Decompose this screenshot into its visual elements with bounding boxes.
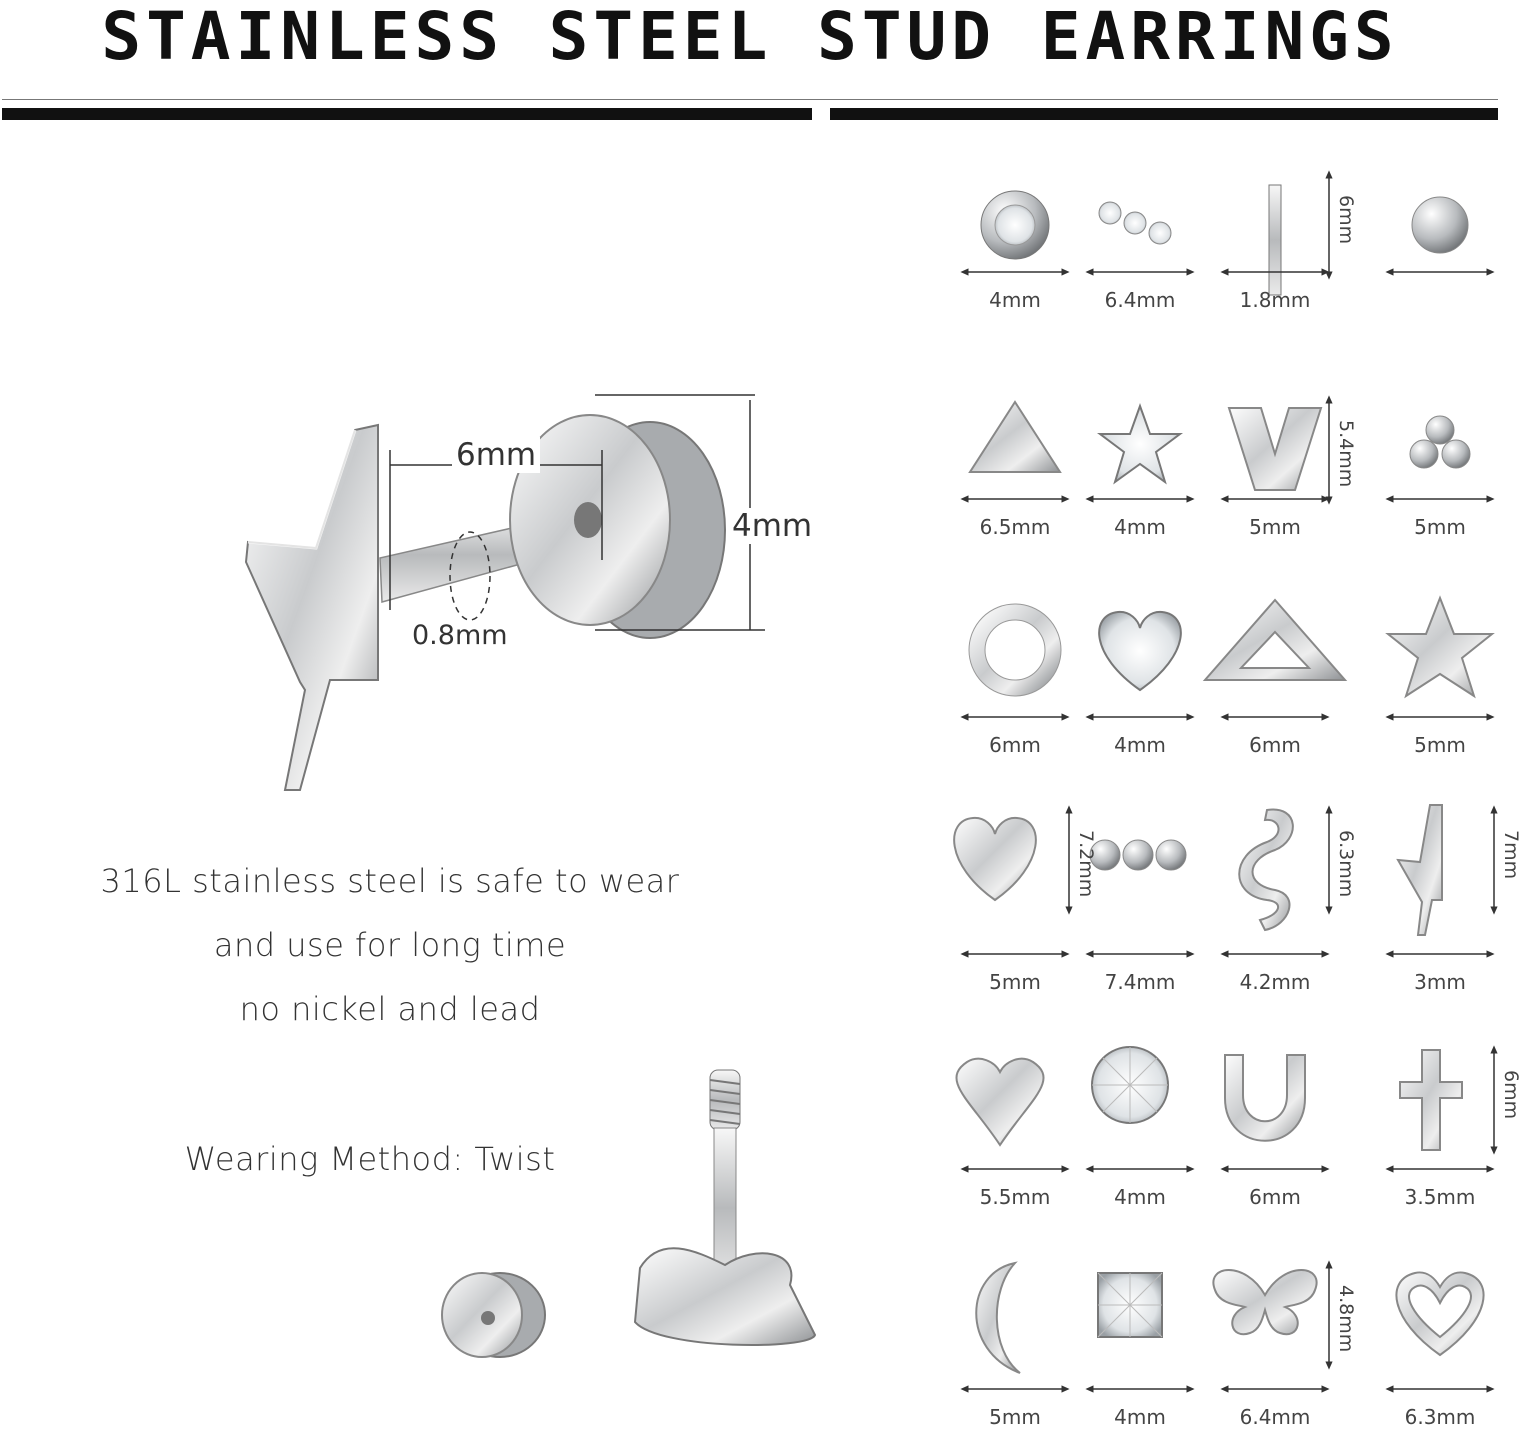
earring-round-bezel-crystal	[945, 165, 1085, 365]
earring-three-crystal-bar	[1070, 165, 1210, 365]
length-label: 6mm	[452, 437, 540, 473]
width-label: 3mm	[1414, 970, 1466, 994]
width-label: 1.8mm	[1239, 288, 1311, 312]
triangle-icon	[945, 390, 1085, 530]
width-arrow	[1220, 711, 1330, 723]
width-arrow	[1385, 266, 1495, 278]
width-arrow	[1385, 1163, 1495, 1175]
feature-line-3: no nickel and lead	[239, 990, 541, 1028]
earring-diagram	[0, 380, 820, 800]
crescent-moon-icon	[945, 1255, 1085, 1395]
page-title: STAINLESS STEEL STUD EARRINGS	[101, 0, 1399, 75]
width-arrow	[960, 1163, 1070, 1175]
width-arrow	[960, 711, 1070, 723]
width-arrow	[960, 266, 1070, 278]
width-arrow	[1085, 493, 1195, 505]
earring-open-circle	[945, 590, 1085, 790]
width-label: 7.4mm	[1104, 970, 1176, 994]
height-label: 6.3mm	[1335, 830, 1357, 898]
ball-icon	[1370, 165, 1510, 305]
earring-open-triangle	[1205, 590, 1345, 790]
width-label: 4.2mm	[1239, 970, 1311, 994]
width-label: 6.4mm	[1104, 288, 1176, 312]
height-arrow	[1063, 805, 1075, 915]
square-crystal-icon	[1070, 1255, 1210, 1395]
earring-ball	[1370, 165, 1510, 365]
lightning-stud-image	[246, 425, 378, 790]
pointed-heart-icon	[945, 1040, 1085, 1180]
width-label: 3.5mm	[1404, 1185, 1476, 1209]
earring-crystal-star	[1070, 390, 1210, 590]
width-label: 6mm	[989, 733, 1041, 757]
height-arrow	[1323, 1260, 1335, 1370]
earring-crystal-heart	[1070, 590, 1210, 790]
width-arrow	[1385, 948, 1495, 960]
width-arrow	[1220, 1383, 1330, 1395]
width-label: 5mm	[989, 1405, 1041, 1429]
width-label: 4mm	[1114, 733, 1166, 757]
twist-parts-image	[420, 1060, 840, 1390]
height-arrow	[1323, 170, 1335, 280]
earring-pointed-heart	[945, 1040, 1085, 1240]
width-label: 4mm	[989, 288, 1041, 312]
width-arrow	[1220, 1163, 1330, 1175]
round-crystal-icon	[1070, 1040, 1210, 1180]
earring-triangle	[945, 390, 1085, 590]
width-arrow	[1085, 1163, 1195, 1175]
width-arrow	[1085, 711, 1195, 723]
width-label: 6mm	[1249, 733, 1301, 757]
earring-triple-ball	[1370, 390, 1510, 590]
width-arrow	[960, 493, 1070, 505]
screw-back-image	[442, 1273, 545, 1357]
feature-line-1: 316L stainless steel is safe to wear	[100, 862, 680, 900]
width-label: 5mm	[1414, 515, 1466, 539]
earring-star	[1370, 590, 1510, 790]
width-label: 5.5mm	[979, 1185, 1051, 1209]
width-label: 6.4mm	[1239, 1405, 1311, 1429]
feature-line-2: and use for long time	[213, 926, 567, 964]
height-arrow	[1323, 805, 1335, 915]
width-arrow	[1385, 493, 1495, 505]
width-label: 5mm	[1249, 515, 1301, 539]
horseshoe-icon	[1205, 1040, 1345, 1180]
title-rule-right	[830, 108, 1498, 120]
width-label: 5mm	[1414, 733, 1466, 757]
crystal-heart-icon	[1070, 590, 1210, 730]
three-crystal-bar-icon	[1070, 165, 1210, 305]
open-triangle-icon	[1205, 590, 1345, 730]
height-label: 7mm	[1500, 830, 1522, 880]
triple-ball-icon	[1370, 390, 1510, 530]
width-label: 6mm	[1249, 1185, 1301, 1209]
open-circle-icon	[945, 590, 1085, 730]
width-label: 4mm	[1114, 1405, 1166, 1429]
star-icon	[1370, 590, 1510, 730]
title-rule-left	[2, 108, 812, 120]
height-arrow	[1488, 805, 1500, 915]
width-arrow	[1385, 1383, 1495, 1395]
height-label: 5.4mm	[1335, 420, 1357, 488]
height-label: 7.2mm	[1075, 830, 1097, 898]
width-label: 5mm	[989, 970, 1041, 994]
thickness-label: 0.8mm	[412, 620, 508, 651]
width-arrow	[1085, 266, 1195, 278]
earring-round-crystal	[1070, 1040, 1210, 1240]
width-arrow	[1220, 493, 1330, 505]
earring-horseshoe	[1205, 1040, 1345, 1240]
width-arrow	[1385, 711, 1495, 723]
height-arrow	[1488, 1045, 1500, 1155]
width-arrow	[960, 948, 1070, 960]
width-arrow	[1085, 948, 1195, 960]
height-arrow	[1323, 395, 1335, 505]
width-arrow	[1085, 1383, 1195, 1395]
width-arrow	[1220, 266, 1330, 278]
screw-post-image	[635, 1070, 815, 1345]
width-label: 6.5mm	[979, 515, 1051, 539]
crystal-star-icon	[1070, 390, 1210, 530]
width-label: 4mm	[1114, 515, 1166, 539]
width-arrow	[960, 1383, 1070, 1395]
diameter-label: 4mm	[732, 508, 813, 544]
height-label: 6mm	[1500, 1070, 1522, 1120]
height-label: 6mm	[1335, 195, 1357, 245]
width-label: 4mm	[1114, 1185, 1166, 1209]
width-label: 6.3mm	[1404, 1405, 1476, 1429]
open-heart-icon	[1370, 1255, 1510, 1395]
wearing-method: Wearing Method: Twist	[184, 1140, 556, 1178]
round-bezel-crystal-icon	[945, 165, 1085, 305]
title-hairline	[2, 99, 1498, 100]
width-arrow	[1220, 948, 1330, 960]
height-label: 4.8mm	[1335, 1285, 1357, 1353]
back-disc-image	[510, 415, 725, 638]
